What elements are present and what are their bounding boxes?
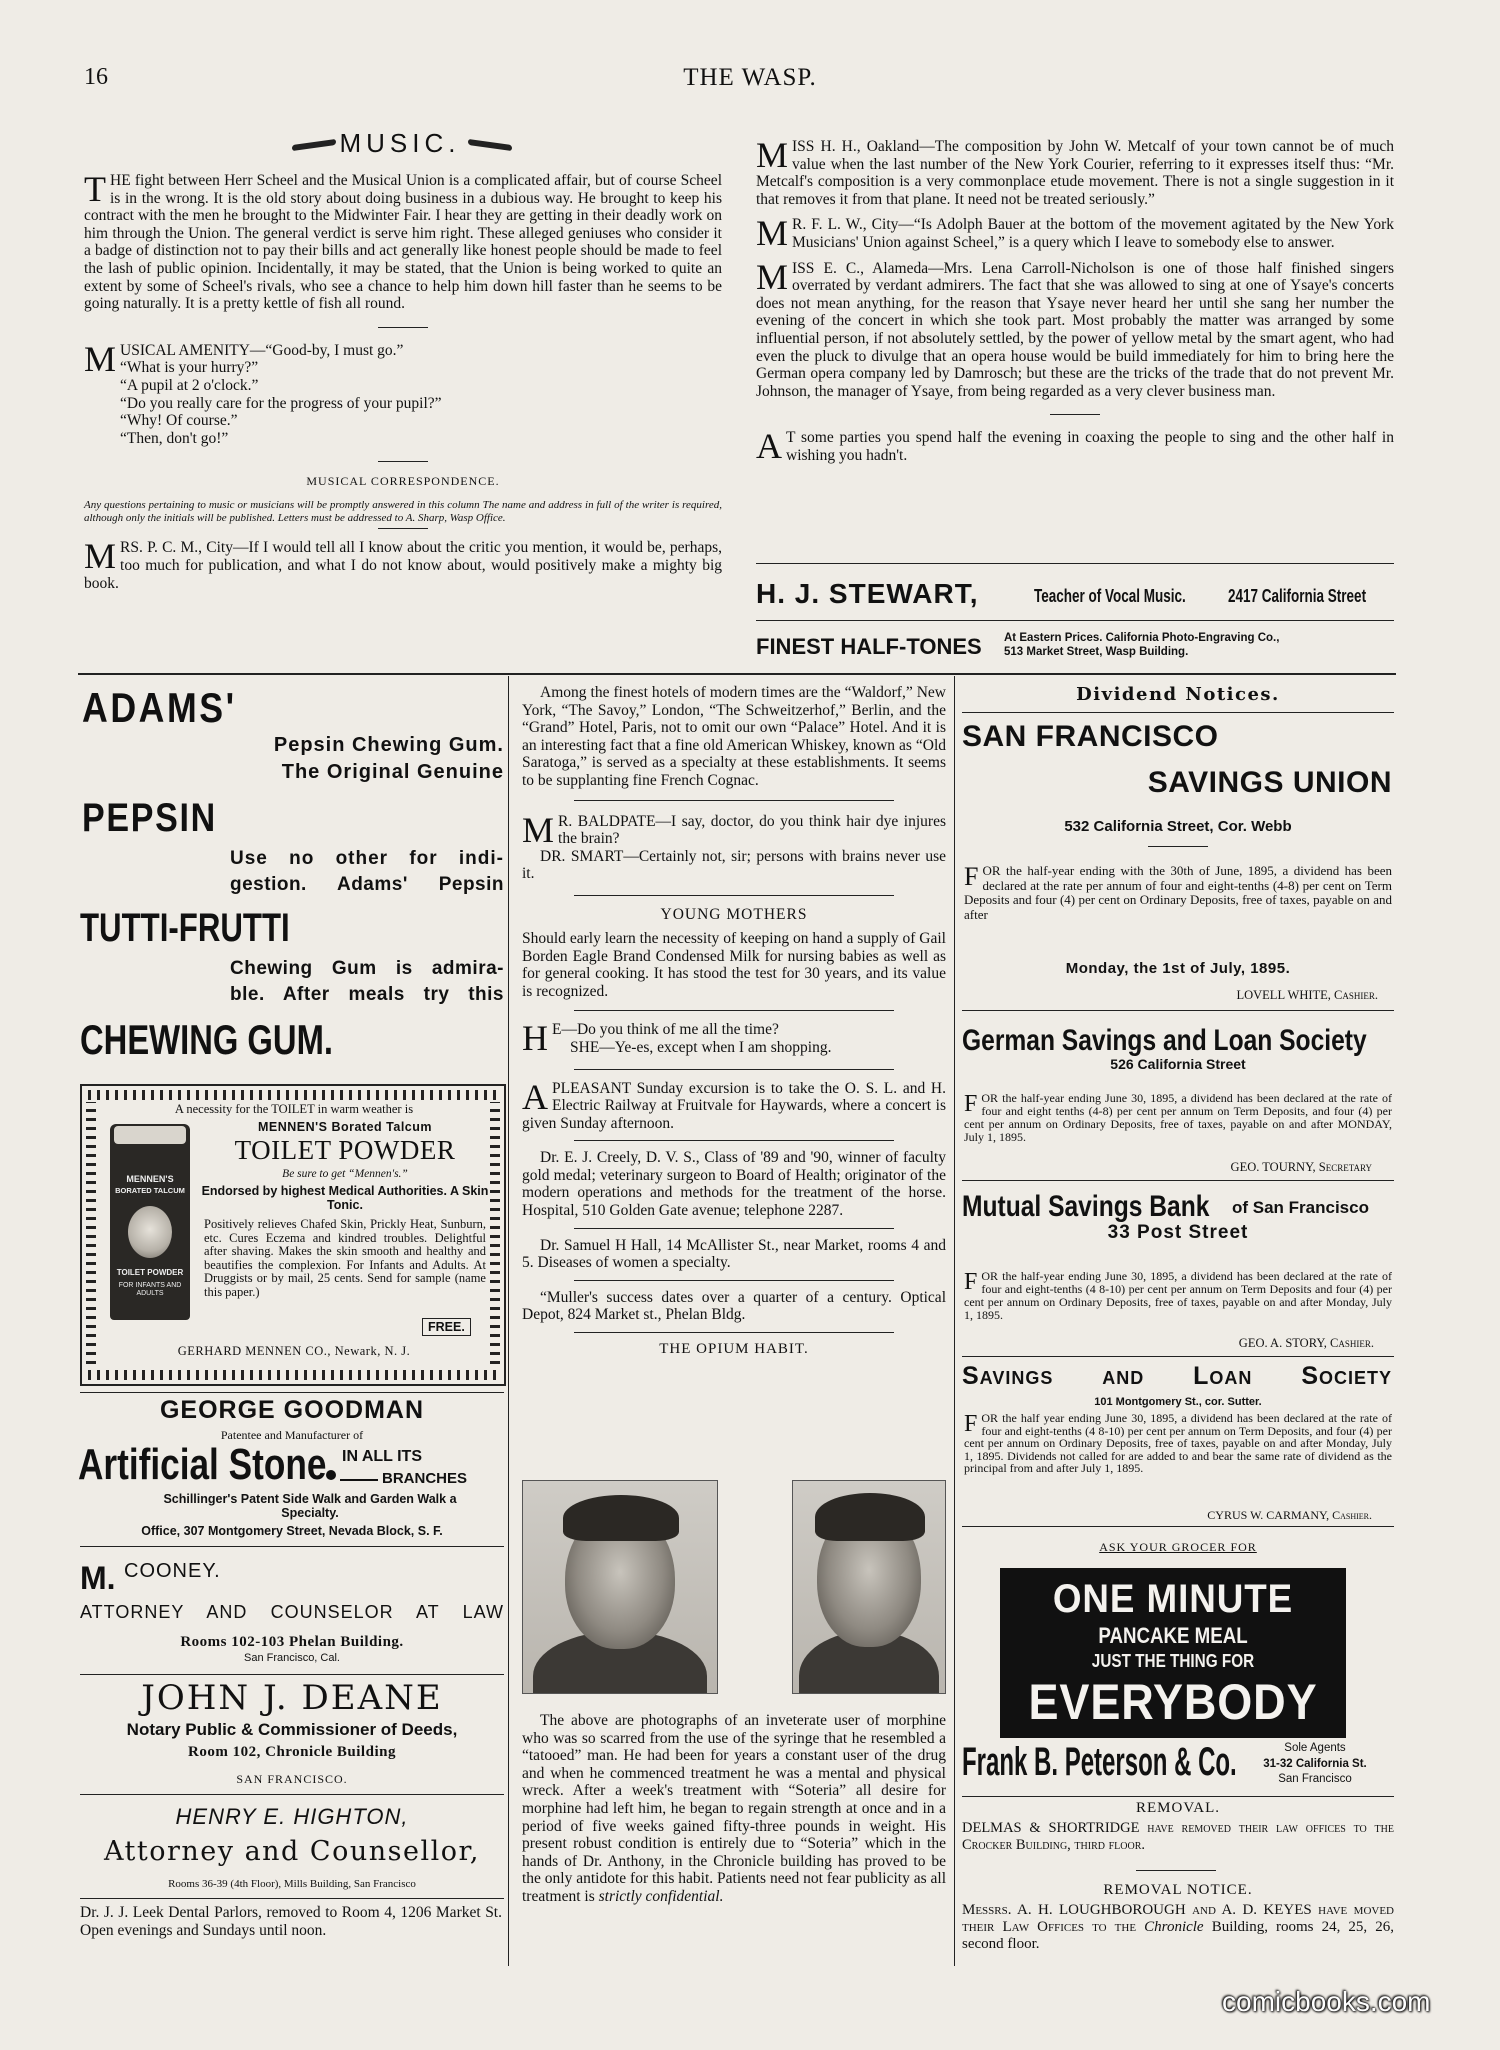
some-parties-quip: A T some parties you spend half the evening in coaxing the people to sing and the other half in wishing you hadn't. xyxy=(756,426,1394,467)
pancake-line2: PANCAKE MEAL xyxy=(1098,1623,1248,1648)
can-label-brand: MENNEN'S xyxy=(126,1174,174,1184)
halftones-ad xyxy=(756,630,1396,662)
deane-city: SAN FRANCISCO. xyxy=(236,1772,348,1786)
mrs-pcm-reply: MRS. P. C. M., City—If I would tell all I know about the critic you mention, it would be, perhaps, too much for publication, and what I do not know about, would positively make a mighty big book. xyxy=(84,536,722,592)
cooney-city: San Francisco, Cal. xyxy=(244,1652,340,1664)
rule xyxy=(962,1796,1394,1797)
pancake-agents: Sole Agents xyxy=(1284,1742,1346,1754)
rule xyxy=(962,1356,1394,1357)
pleasant-excursion: APLEASANT Sunday excursion is to take the O. S. L. and H. Electric Railway at Fruitvale for Haywards, where a concert is given Sunday afternoon. xyxy=(522,1076,946,1132)
divider xyxy=(574,800,894,801)
divider xyxy=(574,1332,894,1333)
rule xyxy=(962,1010,1394,1011)
young-mothers-heading: YOUNG MOTHERS xyxy=(660,905,808,923)
highton-title: Attorney and Counsellor, xyxy=(103,1836,481,1867)
pancake-addr1: 31-32 California St. xyxy=(1263,1758,1367,1770)
baldpate-item: M R. BALDPATE—I say, doctor, do you think hair dye injures the brain? xyxy=(522,809,946,850)
german-notice: FOR the half-year ending June 30, 1895, a dividend has been declared at the rate of four and eight tenths (4-8) per cent per annum on Term Deposits, and four (4) per cent per annum on Ordinary Deposits, free of taxes, payable on and after MONDAY, July 1, 1895. xyxy=(964,1091,1392,1144)
adams-line9: ble. After meals try this xyxy=(230,984,504,1005)
greek-key-border-top xyxy=(88,1090,496,1100)
rule xyxy=(80,1794,504,1795)
smart-reply: DR. SMART—Certainly not, sir; persons with brains never use it. xyxy=(522,847,946,883)
cooney-rooms: Rooms 102-103 Phelan Building. xyxy=(180,1634,404,1650)
deane-line2: Room 102, Chronicle Building xyxy=(188,1744,396,1760)
sfsu-address: 532 California Street, Cor. Webb xyxy=(1064,818,1292,835)
goodman-branches: BRANCHES xyxy=(382,1470,468,1487)
rule xyxy=(962,1180,1394,1181)
she-reply: SHE—Ye-es, except when I am shopping. xyxy=(570,1038,832,1056)
baby-portrait xyxy=(128,1206,172,1258)
miss-hh-reply: MISS H. H., Oakland—The composition by John W. Metcalf of your town cannot be of much value when the last number of the New York Courier, referring to it expresses itself thus: “Mr. Metcalf's composition is a very commonplace etude movement. There is not a single suggestion in it that removes it from that plane. It need not be treated seriously.” xyxy=(756,135,1394,208)
pancake-line3: JUST THE THING FOR xyxy=(1091,1651,1255,1671)
stewart-ad xyxy=(756,578,1396,612)
divider xyxy=(378,528,428,529)
greek-key-border-right xyxy=(490,1102,500,1364)
deane-name: JOHN J. DEANE xyxy=(141,1678,443,1718)
stewart-name: H. J. STEWART, xyxy=(756,578,979,609)
section-rule xyxy=(78,673,1396,675)
sfsu-name1: SAN FRANCISCO xyxy=(962,720,1219,753)
mutual-name: Mutual Savings Bank xyxy=(962,1190,1210,1223)
adams-chewing-gum: CHEWING GUM. xyxy=(80,1016,333,1063)
adams-line2: Pepsin Chewing Gum. xyxy=(273,734,504,756)
mennen-free: FREE. xyxy=(422,1318,471,1336)
mennen-top: A necessity for the TOILET in warm weather is xyxy=(174,1102,414,1116)
rule xyxy=(80,1674,504,1675)
divider xyxy=(378,327,428,328)
mennen-company: GERHARD MENNEN CO., Newark, N. J. xyxy=(177,1344,411,1358)
rule xyxy=(80,1392,504,1393)
masthead-title: THE WASP. xyxy=(683,64,817,91)
cooney-name: COONEY. xyxy=(124,1560,221,1582)
halftones-line1: At Eastern Prices. California Photo-Engraving Co., xyxy=(1004,632,1280,644)
rule xyxy=(962,712,1394,713)
opium-photo-after xyxy=(792,1480,946,1694)
music-column-right xyxy=(756,135,1394,467)
divider xyxy=(574,895,894,896)
divider xyxy=(574,1280,894,1281)
divider xyxy=(574,1069,894,1070)
opium-photo-before xyxy=(522,1480,718,1694)
mennen-sure: Be sure to get “Mennen's.” xyxy=(282,1168,408,1180)
halftones-title: FINEST HALF-TONES xyxy=(756,634,982,659)
correspondence-note: Any questions pertaining to music or musicians will be promptly answered in this column The name and address in full of the writer is required, although only the initials will be published. Letters must be addressed to A. Sharp, Wasp Office. xyxy=(84,499,722,524)
removal-body: DELMAS & SHORTRIDGE have removed their law offices to the Crocker Building, third floor. xyxy=(962,1820,1394,1853)
pancake-company: Frank B. Peterson & Co. xyxy=(962,1740,1237,1784)
rule xyxy=(80,1546,504,1547)
greek-key-border-left xyxy=(86,1102,96,1364)
music-paragraph: THE fight between Herr Scheel and the Musical Union is a complicated affair, but of course Scheel is in the wrong. It is the old story about doing business in a dubious way. He brought to keep his contract with the men he brought to the Midwinter Fair. I hear they are getting in their deadly work on him through the Union. The general verdict is serve him right. These alleged geniuses who consider it a badge of distinction not to pay their bills and act generally like honest people should be made to feel the lash of public opinion. Incidentally, it may be stated, that the Union is being worked to quite an extent by some of Scheel's rivals, who see a chance to help him down hill faster than he seems to be going naturally. It is a pretty kettle of fish all round. xyxy=(84,169,722,313)
stewart-address: 2417 California Street xyxy=(1228,586,1367,606)
young-mothers-item: Should early learn the necessity of keeping on hand a supply of Gail Borden Eagle Brand Condensed Milk for nursing babies as well as for general cooking. It has stood the test for 30 years, and its value is recognized. xyxy=(522,929,946,1000)
dividend-heading: Dividend Notices. xyxy=(1076,684,1280,705)
pancake-ask: ASK YOUR GROCER FOR xyxy=(1099,1540,1257,1554)
he-item: H E—Do you think of me all the time? xyxy=(522,1018,779,1059)
musical-amenity: M USICAL AMENITY—“Good-by, I must go.” “What is your hurry?” “A pupil at 2 o'clock.” “Do you really care for the progress of your pupil?” “Why! Of course.” “Then, don't go!” xyxy=(84,338,442,447)
divider xyxy=(574,1140,894,1141)
ornament-left xyxy=(292,139,336,151)
creely-item: Dr. E. J. Creely, D. V. S., Class of '89 and '90, winner of faculty gold medal; veterinary surgeon to Board of Health; originator of the modern operations and methods for the treatment of the horse. Hospital, 510 Golden Gate avenue; telephone 2287. xyxy=(522,1149,946,1220)
correspondence-heading: MUSICAL CORRESPONDENCE. xyxy=(306,474,500,489)
ornament-right xyxy=(468,139,512,151)
mr-flw-reply: M R. F. L. W., City—“Is Adolph Bauer at the bottom of the movement agitated by the New York Musicians' Union against Scheel,” is a query which I leave to somebody else to answer. xyxy=(756,213,1394,254)
sl-signature: CYRUS W. CARMANY, Cashier. xyxy=(1207,1508,1372,1522)
hall-item: Dr. Samuel H Hall, 14 McAllister St., near Market, rooms 4 and 5. Diseases of women a specialty. xyxy=(522,1236,946,1272)
sl-notice: FOR the half year ending June 30, 1895, a dividend has been declared at the rate of four and eight-tenths (4 8-10) per cent per annum on Term Deposits, and four (4) per cent per annum on Ordinary Deposits, free of taxes, payable on and after Monday, July 1, 1895. Dividends not called for are added to and bear the same rate of dividend as the principal from and after July 1, 1895. xyxy=(964,1411,1392,1476)
miss-ec-reply: MISS E. C., Alameda—Mrs. Lena Carroll-Nicholson is one of those half finished singers overrated by verdant admirers. The fact that she was allowed to sing at one of Ysaye's concerts does not mean anything, for the reason that Ysaye never heard her until she sang her number the evening of the concert in which she took part. Most probably the matter was arranged by some influential person, if not absolutely settled, by the power of yellow metal by the smart agent, who had even the pluck to divulge that an opera house would be build immediately for him to bring here the German opera company led by Damrosch; but these are the tricks of the trade that do not prevent Mr. Johnson, the manager of Ysaye, from being regarded as a very clever business man. xyxy=(756,256,1394,400)
can-label-powder: TOILET POWDER xyxy=(116,1268,184,1277)
sl-name: Savings and Loan Society xyxy=(962,1362,1392,1390)
mennen-brand: MENNEN'S Borated Talcum xyxy=(258,1120,432,1134)
goodman-sub: Patentee and Manufacturer of xyxy=(220,1428,364,1442)
sfsu-date: Monday, the 1st of July, 1895. xyxy=(1065,960,1291,977)
german-signature: GEO. TOURNY, Secretary xyxy=(1230,1160,1372,1174)
german-address: 526 California Street xyxy=(1110,1056,1246,1072)
sfsu-signature: LOVELL WHITE, Cashier. xyxy=(1236,988,1378,1002)
divider xyxy=(1136,1870,1216,1871)
music-heading: MUSIC. xyxy=(339,128,461,158)
adams-line5: Use no other for indi- xyxy=(230,848,504,869)
goodman-dash xyxy=(340,1479,378,1481)
page-number: 16 xyxy=(84,64,108,90)
stewart-role: Teacher of Vocal Music. xyxy=(1034,586,1186,606)
greek-key-border-bottom xyxy=(88,1370,496,1380)
removal-notice-body: Messrs. A. H. LOUGHBOROUGH and A. D. KEYES have moved their Law Offices to the Chronicle Building, rooms 24, 25, 26, second floor. xyxy=(962,1902,1395,1952)
rule xyxy=(962,1526,1394,1527)
adams-pepsin: PEPSIN xyxy=(82,796,217,840)
leek-notice: Dr. J. J. Leek Dental Parlors, removed to Room 4, 1206 Market St. Open evenings and Sundays until noon. xyxy=(80,1904,502,1939)
can-label-infants: FOR INFANTS AND ADULTS xyxy=(118,1282,182,1297)
cooney-title: ATTORNEY AND COUNSELOR AT LAW xyxy=(80,1602,504,1622)
pancake-ad-panel xyxy=(1000,1568,1346,1738)
sfsu-notice: FOR the half-year ending with the 30th of June, 1895, a dividend has been declared at the rate per annum of four and eight-tenths (4-8) per cent on Term Deposits and four (4) per cent on Ordinary Deposits, free of taxes, payable on and after xyxy=(964,862,1392,922)
mennen-ad xyxy=(80,1084,506,1386)
goodman-bullet xyxy=(326,1470,336,1480)
goodman-product: Artificial Stone xyxy=(78,1440,327,1489)
german-name: German Savings and Loan Society xyxy=(962,1024,1367,1057)
adams-line3: The Original Genuine xyxy=(281,761,504,783)
divider xyxy=(1050,414,1100,415)
mennen-endorsed: Endorsed by highest Medical Authorities. A Skin Tonic. xyxy=(201,1184,489,1212)
sl-address: 101 Montgomery St., cor. Sutter. xyxy=(1094,1396,1262,1408)
divider xyxy=(378,461,428,462)
hotels-item: Among the finest hotels of modern times are the “Waldorf,” New York, “The Savoy,” London, “The Schweitzerhof,” Berlin, and the “Grand” Hotel, Paris, not to omit our own “Palace” Hotel. And it is an interesting fact that a fine old American Whiskey, known as “Old Saratoga,” is served as a specialty at these establishments. It seems to be supplanting fine French Cognac. xyxy=(522,684,946,789)
adams-line6: gestion. Adams' Pepsin xyxy=(230,874,504,895)
middle-column xyxy=(522,684,946,1358)
goodman-line1: Schillinger's Patent Side Walk and Garden Walk a Specialty. xyxy=(163,1492,457,1520)
removal-heading: REMOVAL. xyxy=(1136,1800,1220,1816)
mutual-notice: FOR the half-year ending June 30, 1895, a dividend has been declared at the rate of four and eight-tenths (4 8-10) per cent per annum on Term Deposits and four (4) per cent per annum on Ordinary Deposits, free of taxes, payable on and after Monday, July 1, 1895. xyxy=(964,1269,1392,1322)
can-label-talcum: BORATED TALCUM xyxy=(115,1186,185,1195)
column-rule xyxy=(954,676,955,1966)
music-column-left xyxy=(84,169,722,592)
divider xyxy=(574,1010,894,1011)
adams-line8: Chewing Gum is admira- xyxy=(230,958,504,979)
deane-line1: Notary Public & Commissioner of Deeds, xyxy=(126,1720,458,1739)
goodman-line2: Office, 307 Montgomery Street, Nevada Block, S. F. xyxy=(141,1524,443,1538)
mutual-of: of San Francisco xyxy=(1232,1198,1369,1217)
goodman-name: GEORGE GOODMAN xyxy=(159,1396,424,1424)
watermark: comicbooks.com xyxy=(1222,1986,1431,2017)
opium-text: The above are photographs of an inveterate user of morphine who was so scarred from the use of the syringe that he resembled a “tatooed” man. He had been for years a constant user of the drug and when he commenced treatment he was a mental and physical wreck. After a week's treatment with “Soteria” all desire for morphine had left him, he began to regain strength at once and in a period of five weeks gained fifty-three pounds in weight. His present robust condition is entirely due to “Soteria” which in the hands of Dr. Anthony, in the Chronicle building has proved to be the only antidote for this habit. Patients need not fear publicity as all treatment is strictly confidential. xyxy=(522,1712,946,1905)
mennen-body: Positively relieves Chafed Skin, Prickly Heat, Sunburn, etc. Cures Eczema and kindred troubles. Delightful after shaving. Makes the skin smooth and healthy and beautifies the complexion. For Infants and Adults. At Druggists or by mail, 25 cents. Send for sample (name this paper.) xyxy=(204,1217,486,1299)
rule xyxy=(80,1898,504,1899)
mennen-product: TOILET POWDER xyxy=(234,1135,456,1165)
column-rule xyxy=(508,676,509,1966)
rule xyxy=(756,620,1394,621)
goodman-in-all: IN ALL ITS xyxy=(342,1448,422,1465)
adams-tutti-frutti: TUTTI-FRUTTI xyxy=(80,906,290,950)
powder-can-image xyxy=(110,1124,190,1320)
cooney-initial: M. xyxy=(80,1560,116,1596)
highton-rooms: Rooms 36-39 (4th Floor), Mills Building, San Francisco xyxy=(168,1878,416,1890)
mutual-signature: GEO. A. STORY, Cashier. xyxy=(1238,1336,1374,1350)
muller-item: “Muller's success dates over a quarter of a century. Optical Depot, 824 Market st., Phelan Bldg. xyxy=(522,1288,946,1324)
opium-heading: THE OPIUM HABIT. xyxy=(659,1341,809,1358)
sfsu-name2: SAVINGS UNION xyxy=(1147,766,1392,799)
pancake-addr2: San Francisco xyxy=(1278,1773,1352,1785)
divider xyxy=(1148,846,1208,847)
halftones-line2: 513 Market Street, Wasp Building. xyxy=(1004,646,1189,658)
pancake-line4: EVERYBODY xyxy=(1028,1674,1318,1730)
highton-name: HENRY E. HIGHTON, xyxy=(175,1804,409,1829)
removal-notice-heading: REMOVAL NOTICE. xyxy=(1103,1882,1253,1898)
adams-line1: ADAMS' xyxy=(82,684,237,731)
rule xyxy=(756,563,1394,564)
mutual-address: 33 Post Street xyxy=(1107,1222,1249,1243)
pancake-line1: ONE MINUTE xyxy=(1052,1577,1294,1621)
divider xyxy=(574,1228,894,1229)
